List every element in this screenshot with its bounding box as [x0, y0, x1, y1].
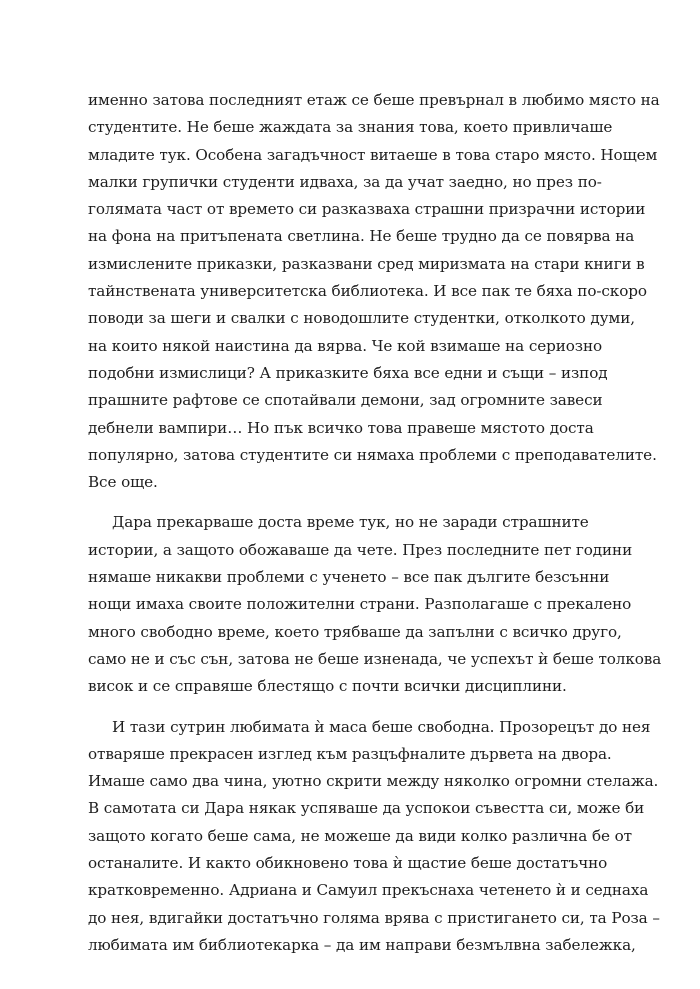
- paragraph: [88, 509, 662, 700]
- text-line: на фона на притъпената светлина. Не беше трудно да се повярва на: [88, 227, 635, 246]
- paragraph: [88, 87, 660, 496]
- text-line: висок и се справяше блестящо с почти всички дисциплини.: [88, 677, 567, 696]
- text-line: любимата им библиотекарка – да им направи безмълвна забележка,: [88, 935, 636, 954]
- text-line: Дара прекарваше доста време тук, но не заради страшните: [112, 513, 589, 532]
- text-line: истории, а защото обожаваше да чете. През последните пет години: [88, 540, 633, 559]
- text-line: на които някой наистина да вярва. Че кой взимаше на сериозно: [88, 336, 603, 355]
- text-line: до нея, вдигайки достатъчно голяма врява с пристигането си, та Роза –: [88, 908, 660, 927]
- text-line: останалите. И както обикновено това ѝ щастие беше достатъчно: [88, 854, 608, 873]
- text-line: студентите. Не беше жаждата за знания това, което привличаше: [88, 118, 613, 137]
- text-line: В самотата си Дара някак успяваше да успокои съвестта си, може би: [88, 799, 645, 818]
- text-line: нощи имаха своите положителни страни. Разполагаше с прекалено: [88, 595, 632, 614]
- text-line: измислените приказки, разказвани сред миризмата на стари книги в: [88, 254, 645, 273]
- text-line: И тази сутрин любимата ѝ маса беше свободна. Прозорецът до нея: [112, 717, 651, 736]
- text-line: защото когато беше сама, не можеше да види колко различна бе от: [88, 826, 632, 845]
- text-line: тайнствената университетска библиотека. И все пак те бяха по-скоро: [88, 282, 647, 301]
- text-line: Все още.: [88, 473, 158, 492]
- text-line: поводи за шеги и свалки с новодошлите студентки, отколкото думи,: [88, 309, 635, 328]
- text-line: малки групички студенти идваха, за да учат заедно, но през по-: [88, 172, 602, 191]
- text-line: само не и със сън, затова не беше изненада, че успехът ѝ беше толкова: [88, 649, 662, 668]
- text-line: именно затова последният етаж се беше превърнал в любимо място на: [88, 91, 660, 109]
- text-line: прашните рафтове се спотайвали демони, зад огромните завеси: [88, 391, 603, 410]
- text-line: подобни измислици? А приказките бяха все едни и същи – изпод: [88, 363, 608, 382]
- text-line: дебнели вампири… Но пък всичко това правеше мястото доста: [88, 418, 594, 437]
- text-line: младите тук. Особена загадъчност витаеше в това старо място. Нощем: [88, 145, 658, 164]
- paragraph: [88, 714, 660, 960]
- text-line: голямата част от времето си разказваха страшни призрачни истории: [88, 200, 646, 219]
- text-line: Имаше само два чина, уютно скрити между няколко огромни стелажа.: [88, 772, 659, 791]
- text-line: много свободно време, което трябваше да запълни с всичко друго,: [88, 622, 622, 641]
- text-line: кратковременно. Адриана и Самуил прекъснаха четенето ѝ и седнаха: [88, 881, 649, 900]
- text-line: нямаше никакви проблеми с ученето – все пак дългите безсънни: [88, 568, 610, 587]
- body-text: [88, 87, 662, 972]
- text-line: отваряше прекрасен изглед към разцъфналите дървета на двора.: [88, 744, 612, 763]
- text-line: популярно, затова студентите си нямаха проблеми с преподавателите.: [88, 445, 657, 464]
